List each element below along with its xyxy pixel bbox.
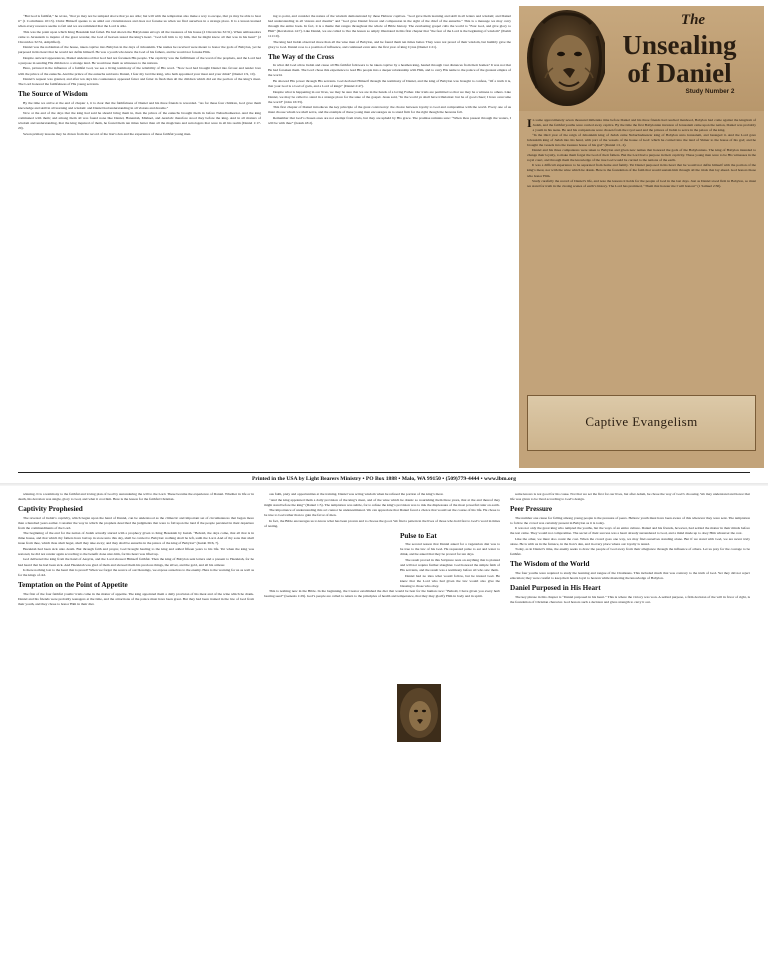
lion-icon — [523, 8, 605, 108]
page-fold — [0, 483, 768, 486]
section-heading: The Way of the Cross — [268, 52, 335, 61]
paragraph: The four youths were required to study the learning and tongue of the Chaldeans. This included much that was contrary to the truth of God. Yet they did not reject education; they were careful to keep their hearts loyal to heaven while mastering the knowledge of Babylon. — [510, 570, 750, 581]
page1-column-2 — [268, 14, 511, 470]
paragraph: Seven primary lessons may be drawn from the record of the lion’s den and the experience of these faithful young men. — [23, 131, 192, 136]
page1-column-1 — [18, 14, 261, 470]
p1c1-paragraphs — [18, 14, 261, 87]
paragraph: The reversal of Judah’s captivity, which began upon the hand of Daniel, can be understood as the climactic and important set of circumstances that began more than a hundred years earlier. Consider the way in which the prophets described the judgments that were to fall upon the land if the people persisted in their departure from the commandments of the Lord. — [18, 515, 254, 530]
intro-column — [527, 118, 756, 380]
section-heading: Temptation on the Point of Appetite — [18, 581, 128, 590]
paragraph: Now at the end of the days that the king had said he should bring them in, then the prince of the eunuchs brought them in before Nebuchadnezzar. And the king communed with them; and among them all was found none like Daniel, Hananiah, Mishael, and Azariah: therefore stood they before the king. And in all matters of wisdom and understanding, that the king inquired of them, he found them ten times better than all the magicians and astrologers that were in all his realm (Daniel 1:17-20). — [18, 111, 261, 131]
lion-thumbnail — [397, 684, 441, 742]
intro-text: n some approximately seven thousand millennia time before Daniel and his three friends had reached manhood, Babylon had come against the kingdom of Judah, and the faithful youths were carried away captive. By the time the first Babylonian invasion of Jerusalem came upon the nation, Daniel was probably a youth in his teens. He and his companions were chosen from the royal seed and the princes of Judah to serve in the palace of the king. — [532, 118, 756, 133]
paragraph: The number one cause for falling among young people is the pressure of peers. Hebrew youth must have been aware of this wherever they were sent. The temptation to follow the crowd was certainly present in Babylon as it is today. — [510, 515, 750, 525]
paragraph: Daniel’s request was granted, and after ten days his countenance appeared fairer and fatter in flesh than all the children which did eat the portion of the king’s meat. The Lord honored the faithfulness of His young servants. — [18, 77, 261, 87]
paragraph: “And the king appointed them a daily provision of the king’s meat, and of the wine which he drank: so nourishing them three years, that at the end thereof they might stand before the king” (Daniel 1:5). The temptation was subtle, for to refuse the king’s provision was to risk the displeasure of the most powerful ruler on earth. — [264, 497, 500, 507]
paragraph: Study carefully the record of Daniel’s life, and note the lessons it holds for the people of God in the last days. Just as Daniel stood firm in Babylon, so must we stand for truth in the closing scenes of earth’s history. The Lord has promised, “Them that honour me I will honour” (1 Samuel 2:30). — [527, 178, 756, 188]
section-heading: The Source of Wisdom — [18, 90, 88, 99]
publisher-footer: Printed in the USA by Light Bearers Ministry • PO Box 1888 • Malo, WA 99150 • (509)779-4444 • www.lbm.org — [251, 476, 516, 482]
paragraph: Despite outward appearances, Daniel understood that God had not forsaken His people. The captivity was the fulfillment of the word of the prophets, and the Lord had a purpose in sending His children to a strange land. He would use them as witnesses to the nations. — [18, 55, 261, 65]
paragraph: The result proved in this Scripture rests on anything that is planted and will not require further slaughter. God honored the simple faith of His servants, and the result was a testimony before all who saw them. — [400, 557, 500, 573]
paragraph: The importance of understanding this act cannot be underestimated. We can appreciate that Daniel faced a choice that would set the course of his life. He chose to be true to God rather than to gain the favor of men. — [264, 508, 500, 518]
paragraph: The first of the four faithful youths’ trials came in the matter of appetite. The king appointed them a daily provision of his meat and of the wine which he drank. Daniel and his friends were probably teenagers at the time, and the attractions of the palace must have been great. But they had been trained in the law of God from their youth, and they chose to honor Him in their diet. — [18, 591, 254, 606]
section-heading: Peer Pressure — [510, 505, 553, 514]
lion-icon — [397, 684, 441, 742]
paragraph: ous faith, piety and opportunities at the training. Daniel was acting wisdom when he refused the portion of the king’s meat. — [269, 492, 444, 496]
paragraph: Daniel had no idea what would follow, but he trusted God. He knew that the Lord who had given the law would also give the blessing to those who obey. — [400, 573, 500, 588]
paragraph: Daniel was the nobleman of the house, taken captive into Babylon in the days of Jehoiakim. The names he received were meant to honor the gods of Babylon, yet he purposed in his heart that he would not defile himself. He was a youth who knew the God of his fathers, and he would not forsake Him. — [18, 45, 261, 55]
paragraph: some knows is not good for his cause. Not that we set the first for our lives, but after Adam, he chose the way of God’s choosing. We may understand and honor that life was given to be lived according to God’s design. — [510, 492, 750, 502]
paragraph: Hezekiah had been sick unto death. But through faith and prayer, God brought healing to the king and added fifteen years to his life. Yet when the king was restored, he did not render again according to the benefit done unto him, for his heart was lifted up. — [18, 546, 254, 556]
title-unsealing: Unsealing — [622, 30, 737, 60]
pulse-section — [400, 532, 500, 589]
lesson-title: Captive Evangelism — [585, 414, 698, 429]
paragraph: Despite what is happening in our lives, we may be sure that we are in the hands of a loving Father. Our trials are permitted so that we may be a witness to others. Like Daniel, we may be called to stand in a strange place for the sake of the gospel. Jesus said, “In the world ye shall have tribulation: but be of good cheer; I have overcome the world” (John 16:33). — [268, 89, 511, 104]
paragraph: Like the other, we must also count the cost. When the crowd goes one way, we may find ourselves standing alone. But if we stand with God, we are never truly alone. He is with us in the furnace, in the lion’s den, and in every place where our loyalty is tested. — [510, 536, 750, 546]
section-heading: Captivity Prophesied — [18, 505, 83, 514]
paragraph: “But God is faithful,” he wrote, “that ye may not be tempted above that ye are able; but will with the temptation also make a way to escape, that ye may be able to bear it” (1 Corinthians 10:13). Christ Himself speaks to us amid our circumstances and does not forsake us when we find ourselves in a strange place. It is a lesson learned when every resource seems to fail and we are reminded that the Lord is able. — [18, 14, 261, 29]
lion-head-image — [523, 8, 605, 108]
section-heading: Pulse to Eat — [400, 531, 437, 540]
paragraph: Daniel and his three companions were taken to Babylon and given new names that honored the gods of the Babylonians. The king of Babylon intended to change their loyalty, to make them forget the God of their fathers. But the Lord had a purpose in their captivity. These young men were to be His witnesses in the royal court, and through them the knowledge of the true God would be carried to the nations of the earth. — [527, 148, 756, 163]
paragraph: The beginning of the end for the nation of Judah actually started with a prophecy given to King Hezekiah by Isaiah. “Behold, the days come, that all that is in thine house, and that which thy fathers have laid up in store unto this day, shall be carried to Babylon: nothing shall be left, saith the Lord. And of thy sons that shall issue from thee, which thou shalt beget, shall they take away; and they shall be eunuchs in the palace of the king of Babylon” (Isaiah 39:6, 7). — [18, 531, 254, 546]
section-heading: The Wisdom of the World — [510, 560, 590, 569]
paragraph: It was a difficult experience to be separated from home and family. Yet Daniel purposed in his heart that he would not defile himself with the portion of the king’s meat, nor with the wine which he drank. Here is the foundation of the faith that would sustain him through all the trials that lay ahead. God honors those who honor Him. — [527, 163, 756, 178]
paragraph: The king had Judah observed more than all the wise men of Babylon, and he found them ten times better. They were not proud of their wisdom, but humbly gave the glory to God. Daniel rose to a position of influence, and continued even unto the first year of king Cyrus (Daniel 1:21). — [268, 39, 511, 49]
paragraph: Remember that God’s chosen ones are not exempt from trials, but they are upheld by His grace. The promise remains sure: “When thou passest through the waters, I will be with thee” (Isaiah 43:2). — [268, 115, 511, 125]
paragraph: This first chapter of Daniel introduces the key principle of the great controversy: the choice between loyalty to God and compromise with the world. Every one of us must choose whom we shall serve, and the example of these young men encourages us to stand firm for the right though the heavens fall. — [268, 105, 511, 115]
paragraph: He showed His power through His servants. God declared Himself through the testimony of Daniel, and the king of Babylon was brought to confess, “Of a truth it is, that your God is a God of gods, and a Lord of kings” (Daniel 2:47). — [268, 78, 511, 89]
section-heading: Daniel Purposed in His Heart — [510, 584, 601, 593]
paragraph: “In the third year of the reign of Jehoiakim king of Judah came Nebuchadnezzar king of Babylon unto Jerusalem, and besieged it. And the Lord gave Jehoiakim king of Judah into his hand, with part of the vessels of the house of God: which he carried into the land of Shinar to the house of his god; and he brought the vessels into the treasure house of his god” (Daniel 1:1, 2). — [527, 133, 756, 148]
paragraph: This was the point upon which King Hezekiah had failed. He had shown the Babylonian envoys all the treasures of his house (2 Chronicles 32:31). When ambassadors came to Jerusalem to inquire of the great wonder, the God of heaven tested the king’s heart. “God left him to try him, that he might know all that was in his heart” (2 Chronicles 32:31, Amplified). — [18, 29, 261, 44]
paragraph: Today, as in Daniel’s time, the enemy seeks to draw the people of God away from their allegiance through the influence of others. Let us pray for the courage to be faithful. — [510, 547, 750, 557]
paragraph: In fact, the Bible encourages us to know what has been proven and to choose the good. We find a pattern in the lives of those who hold fast to God’s word in times of testing. — [264, 518, 500, 528]
paragraph: Here, pictured in the influence of a faithful God, we see a living testimony of the reliability of His word. “Now God had brought Daniel into favour and tender love with the prince of the eunuchs. And the prince of the eunuchs said unto Daniel, I fear my lord the king, who hath appointed your meat and your drink” (Daniel 1:9, 10). — [18, 66, 261, 76]
page2-column-1 — [18, 492, 254, 958]
paragraph: Is there nothing lost to the heart that is proud? When we forget the source of our blessings, we expose ourselves to the enemy. Here is the warning for us as well as for the kings of old. — [18, 568, 254, 578]
footer-rule — [18, 472, 750, 473]
paragraph: The second reason that Daniel asked for a vegetarian diet was to be true to the law of his God. He requested pulse to eat and water to drink, and he asked that they be proved for ten days. — [400, 542, 500, 557]
title-the: The — [680, 12, 706, 28]
paragraph: This is nothing new in the Bible. In the beginning, the Creator established the diet that would be best for the human race: “Behold, I have given you every herb bearing seed” (Genesis 1:29). God’s people are called to return to the principles of health and temperance, that they may glorify Him in body and in spirit. — [264, 589, 500, 599]
page2-column-3 — [510, 492, 750, 958]
intro-paragraph — [527, 118, 756, 133]
title-of-daniel: of Daniel — [627, 58, 732, 88]
paragraph: In what did God allow Judah and cause all His faithful followers to be taken captive by a heathen king, hauled through vast distances from their homes? It was not that He had forsaken them. The Lord chose this experience to lead His people into a deeper relationship with Him, and to carry His name to the palace of the greatest empire of the world. — [268, 63, 511, 78]
paragraph: winning. It is a testimony to the faithful and loving plan of God by surrendering the will to the Lord. These became the experience of Daniel. Whether in life or in death, his devotion was single, glory to God, and what it cost him. Here is the lesson for the faithful Christian. — [18, 492, 254, 502]
page2-column-2 — [264, 492, 500, 958]
paragraph: God delivered the king from the hand of Assyria, and the Lord showed Himself faithful. Then the king of Babylon sent letters and a present to Hezekiah, for he had heard that he had been sick. And Hezekiah was glad of them and showed them his precious things, the silver, and the gold, and all his armour. — [18, 557, 254, 567]
paragraph: It was not only the great king who tempted the youths, but the ways of an entire culture. Daniel and his friends, however, had settled the matter in their minds before the test came. They would not compromise. The secret of their success was a heart already surrendered to God, and a mind made up to obey Him whatever the cost. — [510, 526, 750, 536]
study-number: Study Number 2 — [685, 88, 735, 95]
drop-cap: I — [527, 118, 532, 130]
paragraph: ing to point, and consider the nature of the wisdom demonstrated by these Hebrew captives. “God gave them learning and skill in all letters and wisdom; and Daniel had understanding in all visions and dreams” and “God gave Daniel favour and compassion in the sight of the chief of the eunuchs.” This is a message we may carry through the entire book. In fact, it is a theme that ranges throughout the whole of Bible history. The everlasting gospel calls the world to “Fear God, and give glory to Him” (Revelation 14:7). Like Daniel, we are called to live the lesson so amply illustrated in this first chapter that “the fear of the Lord is the beginning of wisdom” (Psalm 111:10). — [268, 14, 511, 39]
paragraph: The key phrase in this chapter is “Daniel purposed in his heart.” This is where the victory was won. A settled purpose, a firm decision of the will in favor of right, is the foundation of Christian character. God honors such a decision and gives strength to carry it out. — [510, 594, 750, 604]
paragraph: By the time we arrive at the end of chapter 1, it is clear that the faithfulness of Daniel and his three friends is rewarded. “As for these four children, God gave them knowledge and skill in all learning and wisdom: and Daniel had understanding in all visions and dreams.” — [18, 100, 261, 110]
